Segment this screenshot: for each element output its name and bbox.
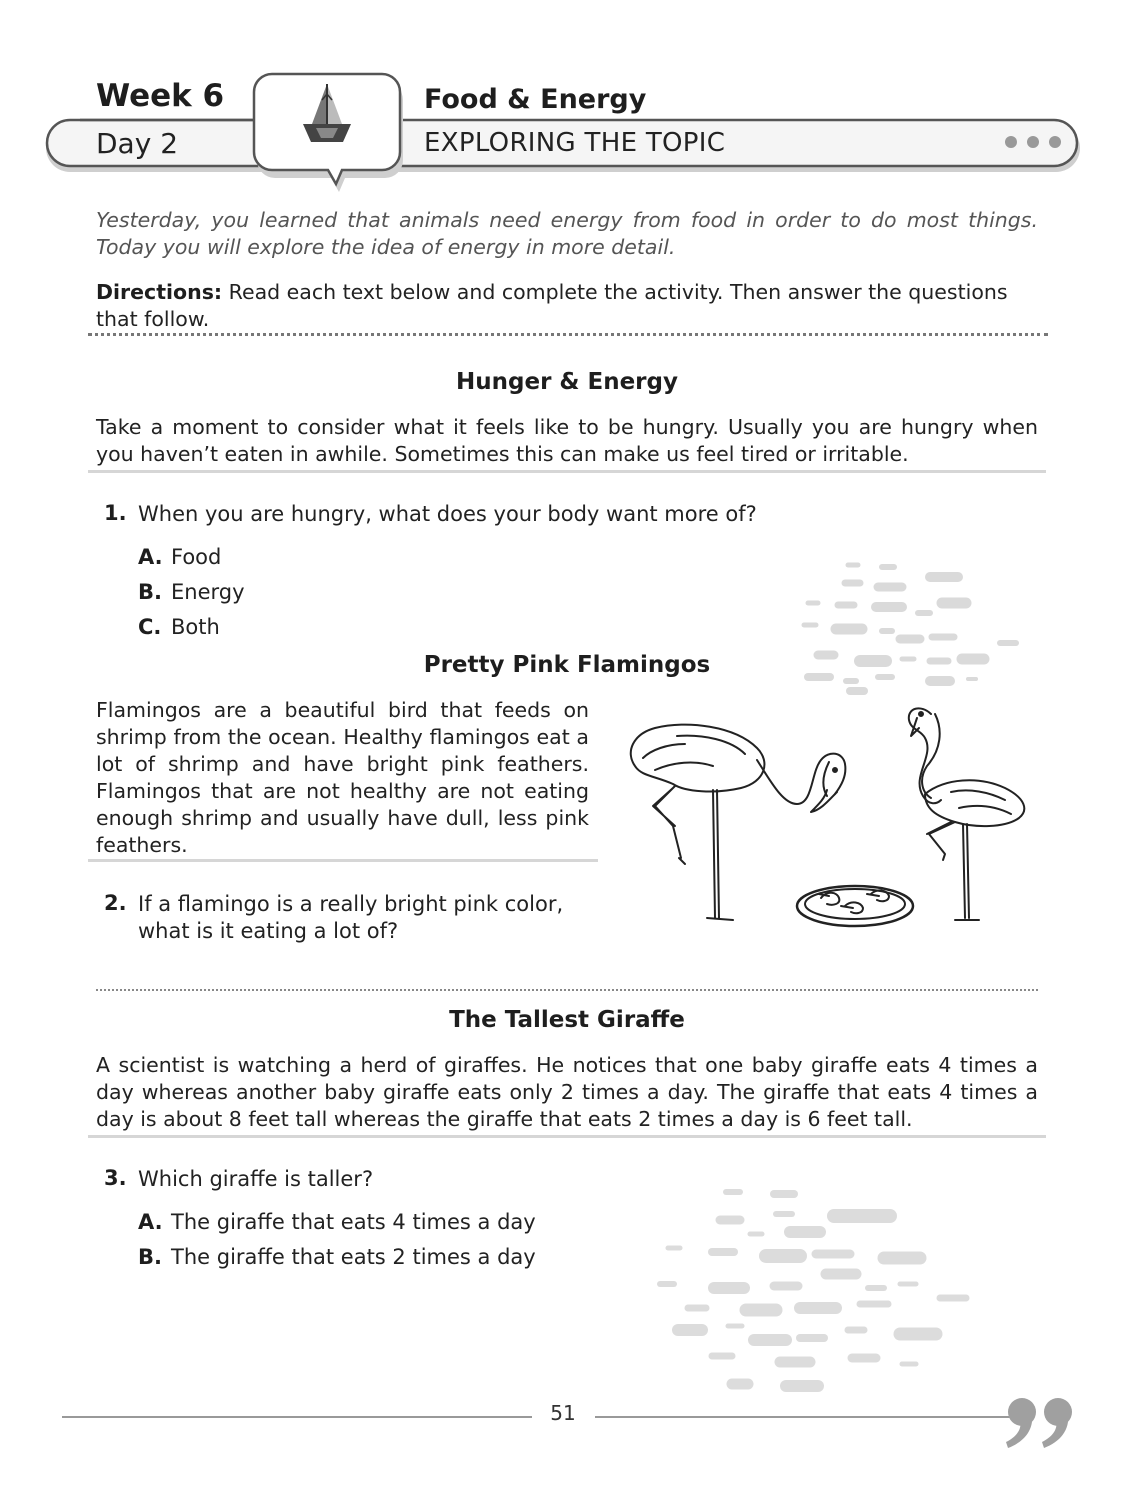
decorative-dashes-bottom (650, 1180, 980, 1395)
question-3-number: 3. (104, 1166, 127, 1190)
question-1-text: When you are hungry, what does your body want more of? (138, 502, 757, 526)
footer-line-left (62, 1416, 532, 1418)
decorative-dashes-top (790, 555, 1030, 700)
dotted-divider (88, 333, 1048, 336)
question-1-number: 1. (104, 501, 127, 525)
question-3-option-b[interactable]: B. The giraffe that eats 2 times a day (138, 1245, 536, 1269)
footer-line-right (595, 1416, 1025, 1418)
dotted-divider (96, 989, 1038, 991)
section-text-hunger: Take a moment to consider what it feels like to be hungry. Usually you are hungry when you haven’t eaten in awhile. Sometimes this can make us feel tired or irritable. (96, 415, 1038, 466)
section-text-giraffe: A scientist is watching a herd of giraffes. He notices that one baby giraffe eats 4 times a day whereas another baby giraffe eats only 2 times a day. The giraffe that eats 4 times a day is about 8 feet tall whereas the giraffe that eats 2 times a day is 6 feet tall. (96, 1053, 1038, 1131)
section-rule (88, 470, 1046, 473)
topic-title: Food & Energy (424, 84, 647, 115)
directions-label: Directions: (96, 280, 223, 304)
question-2-text: If a flamingo is a really bright pink color, what is it eating a lot of? (138, 892, 564, 943)
question-3-option-a[interactable]: A. The giraffe that eats 4 times a day (138, 1210, 536, 1234)
day-label: Day 2 (96, 127, 179, 160)
section-title-giraffe: The Tallest Giraffe (449, 1007, 685, 1033)
section-title-flamingos: Pretty Pink Flamingos (423, 652, 711, 678)
directions (96, 279, 1038, 333)
section-title-hunger: Hunger & Energy (456, 369, 678, 395)
flamingo-illustration (615, 700, 1045, 935)
directions-text: Read each text below and complete the activity. Then answer the questions that follow. (96, 280, 1008, 331)
week-label: Week 6 (96, 78, 225, 114)
quote-mark-icon (1002, 1392, 1082, 1452)
question-1-option-b[interactable]: B. Energy (138, 580, 245, 604)
dots-icon (1005, 136, 1061, 148)
section-rule (88, 859, 598, 862)
question-3-text: Which giraffe is taller? (138, 1167, 374, 1191)
question-1-option-c[interactable]: C. Both (138, 615, 220, 639)
question-1-option-a[interactable]: A. Food (138, 545, 222, 569)
section-subtitle: EXPLORING THE TOPIC (424, 128, 726, 158)
intro-text: Yesterday, you learned that animals need energy from food in order to do most things. Today you will explore the idea of energy in more detail. (96, 208, 1038, 259)
section-text-flamingos: Flamingos are a beautiful bird that feeds on shrimp from the ocean. Healthy flamingos eat a lot of shrimp and have bright pink feathers. Flamingos that are not healthy are not eating enough shrimp and usually have dull, less pink feathers. (96, 698, 589, 857)
section-rule (88, 1135, 1046, 1138)
page-number: 51 (550, 1401, 576, 1425)
question-2-number: 2. (104, 891, 127, 915)
